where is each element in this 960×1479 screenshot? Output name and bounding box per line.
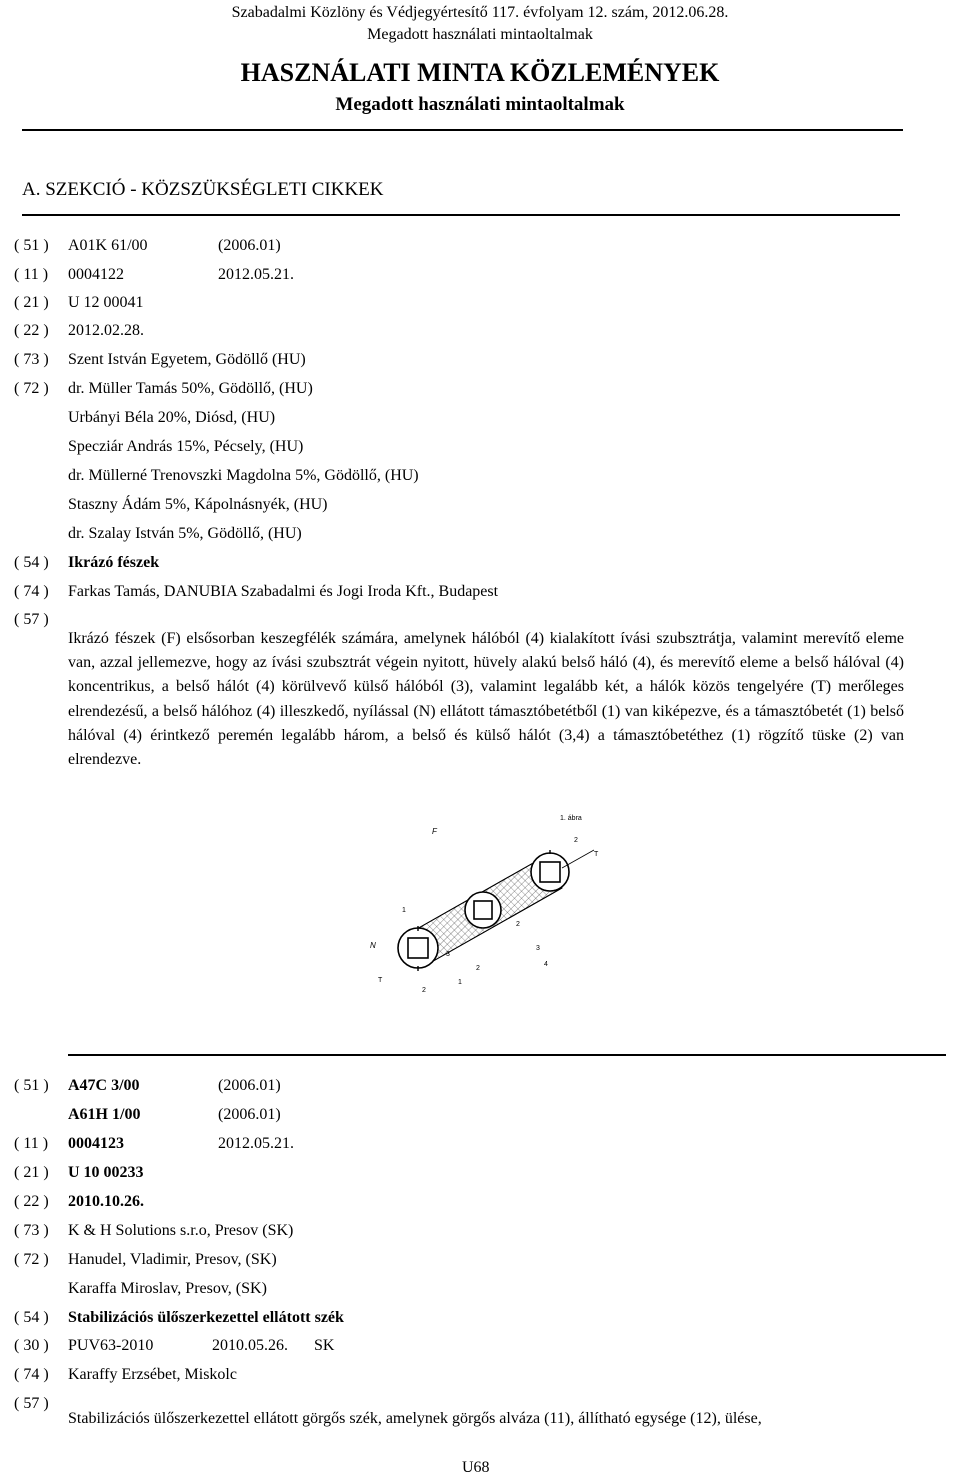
inid-code: ( 21 ) (14, 1164, 49, 1181)
ipc-class: A01K 61/00 (68, 237, 148, 254)
inid-code: ( 51 ) (14, 1077, 49, 1094)
support-ring (398, 926, 438, 971)
figure-label: 3 (446, 951, 450, 958)
inventor: dr. Müllerné Trenovszki Magdolna 5%, Gödöllő, (HU) (68, 467, 419, 484)
figure-label: 2 (422, 987, 426, 994)
registration-date: 2012.05.21. (218, 266, 294, 283)
ipc-date: (2006.01) (218, 1106, 281, 1123)
abstract: Ikrázó fészek (F) elsősorban keszegfélék számára, amelynek hálóból (4) kialakított ívási szubsztrátja, valamint merevítő eleme van, azzal jellemezve, hogy az ívási szubsztrát végein nyitott, hüvely alakú belső háló (4), és merevítő eleme a belső hálóval (4) koncentrikus, a belső hálót (4) körülvevő külső hálóból (3), valamint legalább két, a hálók közös tengelyére (T) merőleges elrendezésű, a belső hálóhoz (4) illeszkedő, nyílással (N) ellátott támasztóbetétből (1) van kiképezve, és a támasztóbetét (1) belső hálóval (4) érintkező peremén legalább három, a belső és külső hálót (3,4) a támasztóbetéthez (1) rögzítő tüske (2) van elrendezve. (68, 630, 904, 769)
inventor: Urbányi Béla 20%, Diósd, (HU) (68, 409, 276, 426)
page-title: HASZNÁLATI MINTA KÖZLEMÉNYEK (240, 58, 720, 87)
figure-label: T (594, 851, 599, 858)
filing-date: 2012.02.28. (68, 322, 144, 339)
registration-date: 2012.05.21. (218, 1135, 294, 1152)
ipc-class: A47C 3/00 (68, 1077, 140, 1094)
inid-code: ( 72 ) (14, 380, 49, 397)
axis-line (562, 850, 594, 868)
agent: Farkas Tamás, DANUBIA Szabadalmi és Jogi Iroda Kft., Budapest (68, 583, 499, 600)
inid-code: ( 51 ) (14, 237, 49, 254)
figure-label: 1 (458, 979, 462, 986)
inid-code: ( 57 ) (14, 611, 49, 628)
abstract: Stabilizációs ülőszerkezettel ellátott görgős szék, amelynek görgős alváza (11), állítható egysége (12), ülése, (68, 1410, 762, 1427)
support-ring (465, 892, 501, 928)
journal-line: Szabadalmi Közlöny és Védjegyértesítő 117. évfolyam 12. szám, 2012.06.28. (231, 4, 729, 21)
inid-code: ( 30 ) (14, 1337, 49, 1354)
figure-label: 2 (516, 921, 520, 928)
figure-label: 3 (536, 945, 540, 952)
ipc-date: (2006.01) (218, 237, 281, 254)
inid-code: ( 74 ) (14, 583, 49, 600)
inid-code: ( 54 ) (14, 554, 49, 571)
agent: Karaffy Erzsébet, Miskolc (68, 1366, 237, 1383)
inid-code: ( 11 ) (14, 266, 49, 283)
inid-code: ( 22 ) (14, 322, 49, 339)
patent-drawing (366, 806, 606, 998)
owner: Szent István Egyetem, Gödöllő (HU) (68, 351, 306, 368)
figure-caption: 1. ábra (560, 815, 582, 822)
figure-label: 2 (574, 837, 578, 844)
figure-label: 4 (544, 961, 548, 968)
inventor: Staszny Ádám 5%, Kápolnásnyék, (HU) (68, 496, 328, 513)
figure-label: T (378, 977, 383, 984)
inid-code: ( 54 ) (14, 1309, 49, 1326)
page-subtitle: Megadott használati mintaoltalmak (335, 94, 625, 115)
header-subtitle: Megadott használati mintaoltalmak (367, 26, 593, 43)
figure-label: 1 (402, 907, 406, 914)
application-number: U 12 00041 (68, 294, 144, 311)
priority-date: 2010.05.26. (212, 1337, 288, 1354)
figure-label: N (370, 941, 376, 950)
header-rule (22, 129, 903, 131)
section-rule (22, 214, 900, 216)
inid-code: ( 11 ) (14, 1135, 49, 1152)
section-title: A. SZEKCIÓ - KÖZSZÜKSÉGLETI CIKKEK (22, 179, 384, 200)
inventor: dr. Müller Tamás 50%, Gödöllő, (HU) (68, 380, 313, 397)
inid-code: ( 74 ) (14, 1366, 49, 1383)
ipc-class: A61H 1/00 (68, 1106, 141, 1123)
entry-separator (68, 1054, 946, 1056)
registration-number: 0004122 (68, 266, 124, 283)
inid-code: ( 73 ) (14, 351, 49, 368)
patent-title: Stabilizációs ülőszerkezettel ellátott szék (68, 1309, 344, 1326)
priority-country: SK (314, 1337, 335, 1354)
figure-label: 2 (476, 965, 480, 972)
inventor: Hanudel, Vladimir, Presov, (SK) (68, 1251, 277, 1268)
inventor: Karaffa Miroslav, Presov, (SK) (68, 1280, 267, 1297)
figure-label: F (432, 827, 437, 836)
application-number: U 10 00233 (68, 1164, 144, 1181)
inventor: dr. Szalay István 5%, Gödöllő, (HU) (68, 525, 302, 542)
ipc-date: (2006.01) (218, 1077, 281, 1094)
page-number: U68 (462, 1459, 490, 1476)
filing-date: 2010.10.26. (68, 1193, 144, 1210)
inid-code: ( 72 ) (14, 1251, 49, 1268)
patent-title: Ikrázó fészek (68, 554, 160, 571)
inid-code: ( 21 ) (14, 294, 49, 311)
priority-number: PUV63-2010 (68, 1337, 154, 1354)
inventor: Specziár András 15%, Pécsely, (HU) (68, 438, 304, 455)
inid-code: ( 57 ) (14, 1395, 49, 1412)
inid-code: ( 73 ) (14, 1222, 49, 1239)
owner: K & H Solutions s.r.o, Presov (SK) (68, 1222, 294, 1239)
inid-code: ( 22 ) (14, 1193, 49, 1210)
registration-number: 0004123 (68, 1135, 124, 1152)
support-ring (531, 850, 569, 891)
